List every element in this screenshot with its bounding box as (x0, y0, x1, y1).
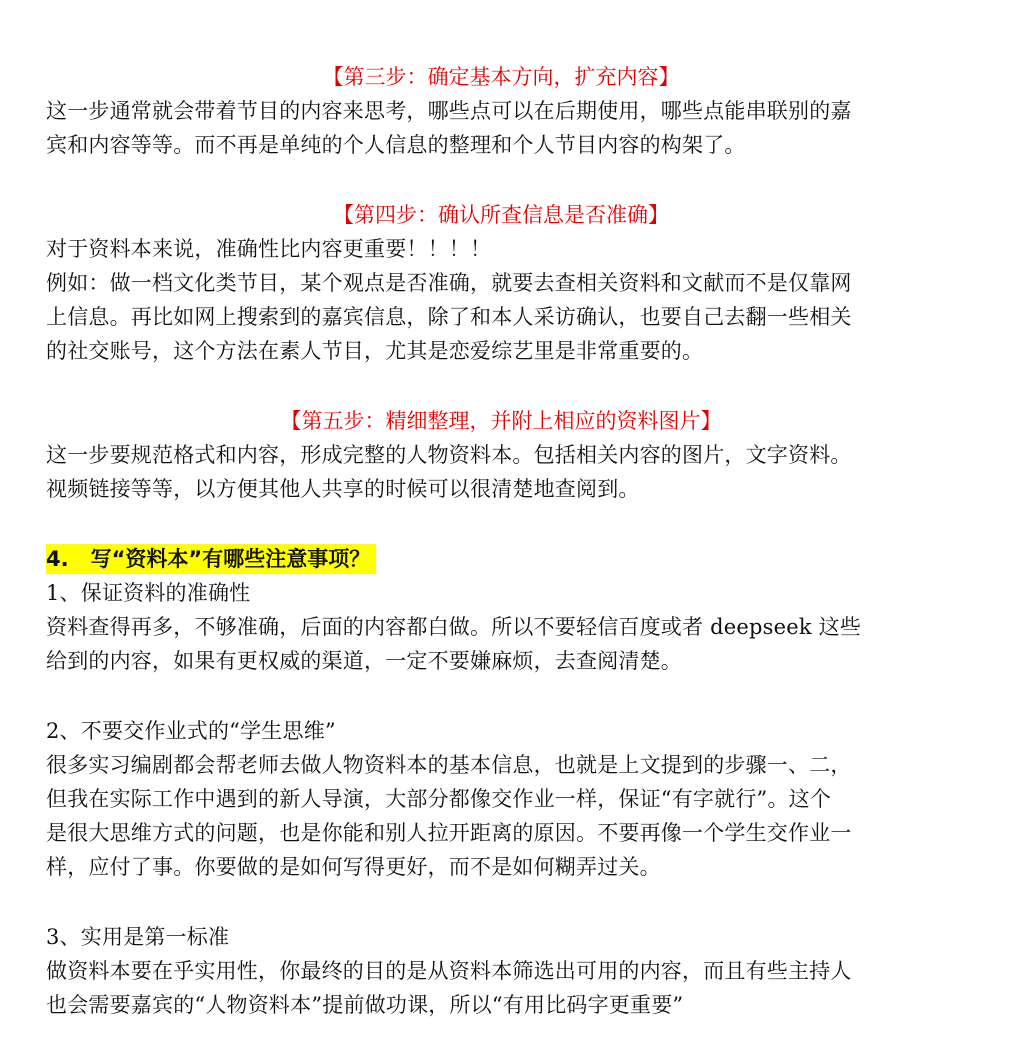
step3-title: 【第三步：确定基本方向，扩充内容】 (322, 65, 680, 89)
step3-line-2: 宾和内容等等。而不再是单纯的个人信息的整理和个人节目内容的构架了。 (46, 133, 746, 157)
document-page (46, 60, 956, 1022)
section4-heading-text: 写“资料本”有哪些注意事项？ (90, 547, 371, 571)
item3-line-1: 做资料本要在乎实用性，你最终的目的是从资料本筛选出可用的内容，而且有些主持人 (46, 959, 852, 983)
spacer (46, 678, 956, 714)
step4-title: 【第四步：确认所查信息是否准确】 (333, 203, 669, 227)
spacer (46, 506, 956, 542)
step4-line-3: 上信息。再比如网上搜索到的嘉宾信息，除了和本人采访确认，也要自己去翻一些相关 (46, 305, 852, 329)
item1-line-2: 给到的内容，如果有更权威的渠道，一定不要嫌麻烦，去查阅清楚。 (46, 649, 682, 673)
step4-line-4: 的社交账号，这个方法在素人节目，尤其是恋爱综艺里是非常重要的。 (46, 339, 704, 363)
item3-title: 3、实用是第一标准 (46, 925, 230, 949)
item2-line-3: 是很大思维方式的问题，也是你能和别人拉开距离的原因。不要再像一个学生交作业一 (46, 821, 852, 845)
spacer (46, 884, 956, 920)
spacer (46, 368, 956, 404)
item2-title: 2、不要交作业式的“学生思维” (46, 719, 336, 743)
step4-line-2: 例如：做一档文化类节目，某个观点是否准确，就要去查相关资料和文献而不是仅靠网 (46, 271, 852, 295)
item2-line-4: 样，应付了事。你要做的是如何写得更好，而不是如何糊弄过关。 (46, 855, 661, 879)
spacer (46, 162, 956, 198)
item3-line-2: 也会需要嘉宾的“人物资料本”提前做功课，所以“有用比码字更重要” (46, 993, 684, 1017)
item2-line-2: 但我在实际工作中遇到的新人导演，大部分都像交作业一样，保证“有字就行”。这个 (46, 787, 832, 811)
step4-line-1: 对于资料本来说，准确性比内容更重要！！！！ (46, 237, 492, 261)
item1-title: 1、保证资料的准确性 (46, 581, 251, 605)
step3-line-1: 这一步通常就会带着节目的内容来思考，哪些点可以在后期使用，哪些点能串联别的嘉 (46, 99, 852, 123)
section4-heading (46, 544, 376, 574)
item2-line-1: 很多实习编剧都会帮老师去做人物资料本的基本信息，也就是上文提到的步骤一、二， (46, 753, 852, 777)
section4-number: 4. (46, 547, 69, 571)
step5-line-1: 这一步要规范格式和内容，形成完整的人物资料本。包括相关内容的图片，文字资料。 (46, 443, 852, 467)
step5-line-2: 视频链接等等，以方便其他人共享的时候可以很清楚地查阅到。 (46, 477, 640, 501)
item1-line-1: 资料查得再多，不够准确，后面的内容都白做。所以不要轻信百度或者 deepseek 这些 (46, 615, 862, 639)
step5-title: 【第五步：精细整理，并附上相应的资料图片】 (280, 409, 722, 433)
